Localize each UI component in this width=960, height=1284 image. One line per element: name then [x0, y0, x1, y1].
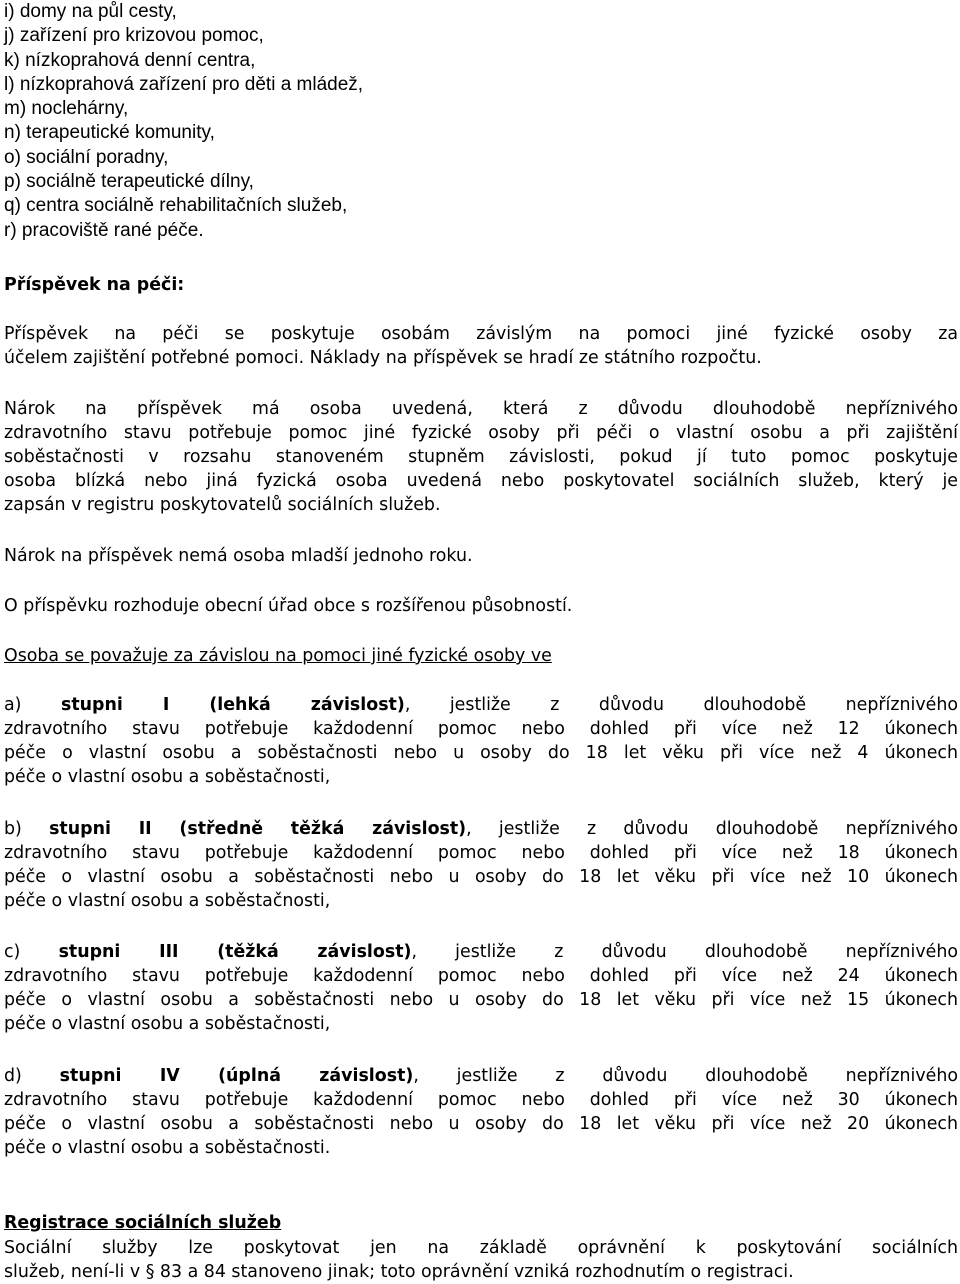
degree-title: stupni IV (úplná závislost)	[59, 1066, 414, 1086]
degree-text: , jestliže z důvodu dlouhodobě nepříznivého	[411, 942, 959, 962]
paragraph-line: Nárok na příspěvek má osoba uvedená, která z důvodu dlouhodobě nepříznivého	[4, 399, 958, 419]
paragraph-registration	[4, 1236, 958, 1284]
list-item: l) nízkoprahová zařízení pro děti a mládež,	[4, 73, 364, 95]
degree-line: péče o vlastní osobu a soběstačnosti nebo u osoby do 18 let věku při více než 10 úkonech	[4, 867, 958, 887]
paragraph-line: zapsán v registru poskytovatelů sociálních služeb.	[4, 495, 441, 515]
list-item: p) sociálně terapeutické dílny,	[4, 171, 254, 193]
paragraph-line: osoba blízká nebo jiná fyzická osoba uvedená nebo poskytovatel sociálních služeb, který je	[4, 471, 958, 491]
degree-line: péče o vlastní osobu a soběstačnosti nebo u osoby do 18 let věku při více než 15 úkonech	[4, 990, 958, 1010]
paragraph-care-allowance-intro	[4, 322, 958, 370]
degree-line1	[4, 940, 958, 964]
section-heading-registration: Registrace sociálních služeb	[4, 1213, 282, 1233]
paragraph-line: Sociální služby lze poskytovat jen na základě oprávnění k poskytování sociálních	[4, 1238, 958, 1258]
list-item: k) nízkoprahová denní centra,	[4, 49, 256, 71]
degree-line: péče o vlastní osobu a soběstačnosti,	[4, 1014, 331, 1034]
paragraph-line: služeb, není-li v § 83 a 84 stanoveno jinak; toto oprávnění vzniká rozhodnutím o registraci.	[4, 1262, 794, 1282]
degree-title: stupni II (středně těžká závislost)	[49, 819, 467, 839]
degree-text: , jestliže z důvodu dlouhodobě nepříznivého	[404, 695, 958, 715]
paragraph-dependency-definition: Osoba se považuje za závislou na pomoci jiné fyzické osoby ve	[4, 646, 552, 666]
degree-line: péče o vlastní osobu a soběstačnosti,	[4, 891, 331, 911]
list-item: j) zařízení pro krizovou pomoc,	[4, 25, 264, 47]
degree-item-b	[4, 817, 958, 913]
degree-item-d	[4, 1064, 958, 1160]
degree-prefix: a)	[4, 695, 22, 715]
list-item: i) domy na půl cesty,	[4, 1, 177, 22]
paragraph-decision-authority: O příspěvku rozhoduje obecní úřad obce s rozšířenou působností.	[4, 596, 573, 616]
degree-text: , jestliže z důvodu dlouhodobě nepříznivého	[413, 1066, 958, 1086]
degree-line: zdravotního stavu potřebuje každodenní pomoc nebo dohled při více než 30 úkonech	[4, 1090, 958, 1110]
degree-line: zdravotního stavu potřebuje každodenní pomoc nebo dohled při více než 18 úkonech	[4, 843, 958, 863]
degree-prefix: b)	[4, 819, 22, 839]
facility-list	[4, 0, 954, 243]
degree-line1	[4, 817, 958, 841]
degree-line: zdravotního stavu potřebuje každodenní pomoc nebo dohled při více než 12 úkonech	[4, 719, 958, 739]
paragraph-line: účelem zajištění potřebné pomoci. Náklady na příspěvek se hradí ze státního rozpočtu.	[4, 348, 762, 368]
paragraph-line: soběstačnosti v rozsahu stanoveném stupněm závislosti, pokud jí tuto pomoc poskytuje	[4, 447, 958, 467]
degree-title: stupni III (těžká závislost)	[58, 942, 412, 962]
degree-line: péče o vlastní osobu a soběstačnosti nebo u osoby do 18 let věku při více než 4 úkonech	[4, 743, 958, 763]
paragraph-line: Příspěvek na péči se poskytuje osobám závislým na pomoci jiné fyzické osoby za	[4, 324, 958, 344]
degree-prefix: d)	[4, 1066, 22, 1086]
degree-prefix: c)	[4, 942, 21, 962]
paragraph-line: zdravotního stavu potřebuje pomoc jiné fyzické osoby při péči o vlastní osobu a při zajištění	[4, 423, 958, 443]
list-item: n) terapeutické komunity,	[4, 122, 215, 144]
degree-line: péče o vlastní osobu a soběstačnosti,	[4, 767, 331, 787]
degree-line1	[4, 693, 958, 717]
paragraph-age-limit: Nárok na příspěvek nemá osoba mladší jednoho roku.	[4, 546, 473, 566]
list-item: m) noclehárny,	[4, 98, 129, 120]
degree-text: , jestliže z důvodu dlouhodobě nepříznivého	[466, 819, 958, 839]
degree-item-a	[4, 693, 958, 789]
list-item: q) centra sociálně rehabilitačních služeb,	[4, 195, 348, 217]
degree-line: péče o vlastní osobu a soběstačnosti nebo u osoby do 18 let věku při více než 20 úkonech	[4, 1114, 958, 1134]
degree-title: stupni I (lehká závislost)	[60, 695, 405, 715]
paragraph-entitlement	[4, 397, 958, 517]
list-item: r) pracoviště rané péče.	[4, 219, 204, 241]
list-item: o) sociální poradny,	[4, 146, 169, 168]
degree-item-c	[4, 940, 958, 1036]
degree-line1	[4, 1064, 958, 1088]
degree-line: péče o vlastní osobu a soběstačnosti.	[4, 1138, 331, 1158]
section-heading-care-allowance: Příspěvek na péči:	[4, 275, 185, 295]
degree-line: zdravotního stavu potřebuje každodenní pomoc nebo dohled při více než 24 úkonech	[4, 966, 958, 986]
